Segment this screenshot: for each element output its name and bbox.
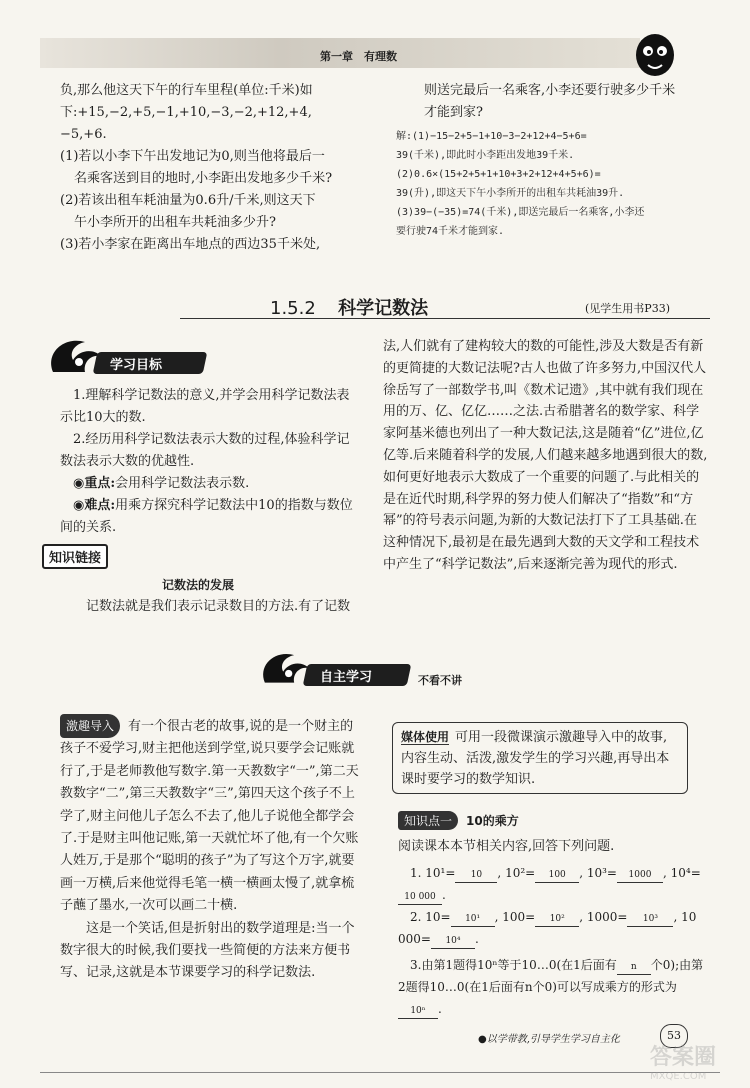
q1-answer[interactable]: 100 — [535, 868, 579, 883]
q2-answer[interactable]: 10¹ — [451, 912, 495, 927]
knowledge-link-label: 知识链接 — [49, 551, 102, 566]
key-point — [60, 473, 356, 495]
q3-part2: 个0);由第2题得10…0(在1后面有n个0)可以写成乘方的形式为 — [398, 958, 704, 994]
chapter-header: 第一章 有理数 — [320, 50, 397, 63]
q1-term: 10⁴= — [670, 866, 701, 880]
q2-answer[interactable]: 10³ — [627, 912, 673, 927]
q1-term: 10¹= — [425, 866, 456, 880]
learning-goals — [60, 385, 356, 539]
footer-slogan: ●以学带教,引导学生学习自主化 — [478, 1034, 620, 1045]
learning-goals-title: 学习目标 — [110, 358, 163, 373]
intro-section — [60, 714, 360, 985]
problem-line: −5,+6. — [60, 127, 107, 142]
problem-line: (3)若小李家在距离出车地点的西边35千米处, — [60, 237, 321, 252]
difficult-text: 用乘方探究科学记数法中10的指数与数位间的关系. — [60, 498, 353, 535]
goal-item: 1.理解科学记数法的意义,并学会用科学记数法表示比10大的数. — [60, 388, 350, 425]
point1-intro: 阅读课本本节相关内容,回答下列问题. — [398, 839, 615, 854]
question-2: 2. 10= 10¹ , 100= 10² , 1000= 10³ , 10 000= 10⁴ . — [398, 906, 708, 950]
question-1: 1. 10¹= 10 , 10²= 100 , 10³= 1000 , 10⁴=10 000 . — [398, 862, 708, 906]
section-title — [270, 294, 428, 320]
q1-number: 1. — [410, 866, 422, 880]
intro-paragraph-2: 这是一个笑话,但是折射出的数学道理是:当一个数字很大的时候,我们要找一些简便的方法来方便书写、记录,这就是本节课要学习的科学记数法. — [60, 920, 355, 981]
self-study-note: 不看不讲 — [418, 674, 462, 687]
q2-term: 10 000= — [398, 910, 697, 946]
watermark — [650, 1040, 716, 1082]
difficult-label: ◉难点: — [73, 498, 116, 513]
q1-answer[interactable]: 1000 — [617, 868, 663, 883]
q3-part1: 3.由第1题得10ⁿ等于10…0(在1后面有 — [410, 958, 617, 972]
q2-term: 100= — [502, 910, 536, 924]
section-name: 科学记数法 — [338, 298, 429, 319]
top-problem-right — [410, 80, 710, 124]
knowledge-link-tag — [42, 544, 108, 569]
difficult-point — [60, 495, 356, 539]
knowledge-text-left: 记数法就是我们表示记录数目的方法.有了记数 — [86, 599, 351, 614]
problem-line: (1)若以小李下午出发地记为0,则当他将最后一 — [60, 149, 325, 164]
media-text — [401, 727, 679, 790]
knowledge-text-right: 法,人们就有了建构较大的数的可能性,涉及大数是否有新的更简捷的大数记法呢?古人也做了许多努力,中国汉代人徐岳写了一部数学书,叫《数术记遗》,其中就有我们现在用的万、亿、亿亿……之法.古希腊著名的数学家、科学家阿基米德也列出了一种大数记法,这是随着“亿”进位,亿亿等.后来随着科学的发展,人们越来越多地遇到很大的数,如何更好地表示大数成了一个重要的问题了.与此相关的是在近代时期,科学界的努力使人们解决了“指数”和“方幂”的符号表示问题,为新的大数记法打下了工具基础.在这种情况下,最初是在最先遇到大数的天文学和工程技术中产生了“科学记数法”,后来逐渐完善为现代的形式. — [383, 339, 708, 572]
footer-rule — [40, 1072, 720, 1073]
media-tag: 媒体使用 — [401, 730, 450, 744]
q2-answer[interactable]: 10⁴ — [431, 934, 475, 949]
self-study-title: 自主学习 — [320, 670, 373, 685]
q2-answer[interactable]: 10² — [535, 912, 579, 927]
problem-line: 才能到家? — [424, 105, 483, 120]
page-number-text: 53 — [667, 1029, 681, 1042]
problem-line: (2)若该出租车耗油量为0.6升/千米,则这天下 — [60, 193, 316, 208]
point1-header — [398, 810, 519, 830]
answer-line: (2)0.6×(15+2+5+1+10+3+2+12+4+5+6)= — [396, 169, 601, 180]
point1-title: 10的乘方 — [466, 814, 519, 828]
q3-answer-1[interactable]: n — [617, 960, 651, 975]
knowledge-title: 记数法的发展 — [162, 578, 235, 592]
key-label: ◉重点: — [73, 476, 116, 491]
point1-tag: 知识点一 — [398, 811, 458, 830]
top-problem — [60, 80, 360, 256]
problem-line: 午小李所开的出租车共耗油多少升? — [74, 215, 276, 230]
section-title-rule — [180, 318, 710, 319]
section-number: 1.5.2 — [270, 298, 316, 319]
media-body: 可用一段微课演示激趣导入中的故事,内容生动、活泼,激发学生的学习兴趣,再导出本课时要学习的数学知识. — [401, 730, 670, 787]
section-reference: (见学生用书P33) — [585, 302, 670, 315]
intro-paragraph-1: 有一个很古老的故事,说的是一个财主的孩子不爱学习,财主把他送到学堂,说只要学会记账就行了,于是老师教他写数字.第一天教数字“一”,第二天教数字“二”,第三天教数字“三”,第四天这个孩子不上学了,财主问他儿子怎么不去了,他儿子说他全都学会了.于是财主叫他记账,第一天就忙坏了他,有一个欠账人姓万,于是那个“聪明的孩子”为了写这个万字,就要画一万横,后来他觉得毛笔一横一横画太慢了,就拿梳子蘸了墨水,一次可以画二十横. — [60, 719, 359, 914]
answer-line: 39(升),即这天下午小李所开的出租车共耗油39升. — [396, 188, 625, 199]
mascot-icon — [630, 25, 680, 80]
question-3 — [398, 954, 708, 1020]
q2-term: 1000= — [586, 910, 628, 924]
problem-line: 下:+15,−2,+5,−1,+10,−3,−2,+12,+4, — [60, 105, 312, 120]
q2-term: 10= — [425, 910, 451, 924]
watermark-url: MXQE.COM — [650, 1071, 707, 1082]
q1-answer[interactable]: 10 000 — [398, 890, 442, 905]
media-box — [392, 722, 688, 794]
key-text: 会用科学记数法表示数. — [115, 476, 250, 491]
problem-line: 则送完最后一名乘客,小李还要行驶多少千米 — [424, 83, 676, 98]
watermark-text: 答案圈 — [650, 1045, 717, 1070]
answer-line: 39(千米),即此时小李距出发地39千米. — [396, 150, 575, 161]
problem-line: 名乘客送到目的地时,小李距出发地多少千米? — [74, 171, 333, 186]
answer-line: (3)39−(−35)=74(千米),即送完最后一名乘客,小李还 — [396, 207, 645, 218]
q2-number: 2. — [410, 910, 422, 924]
answer-line: 解:(1)−15−2+5−1+10−3−2+12+4−5+6= — [396, 131, 587, 142]
goal-item: 2.经历用科学记数法表示大数的过程,体验科学记数法表示大数的优越性. — [60, 432, 350, 469]
q3-end: . — [438, 1002, 442, 1016]
q1-term: 10³= — [586, 866, 617, 880]
q1-answer[interactable]: 10 — [455, 868, 497, 883]
q3-answer-2[interactable]: 10ⁿ — [398, 1004, 438, 1019]
problem-line: 负,那么他这天下午的行车里程(单位:千米)如 — [60, 83, 313, 98]
answer-block — [396, 127, 706, 241]
intro-tag: 激趣导入 — [60, 714, 120, 738]
q1-term: 10²= — [505, 866, 536, 880]
answer-line: 要行驶74千米才能到家. — [396, 226, 505, 237]
intro-paragraph — [60, 714, 360, 918]
